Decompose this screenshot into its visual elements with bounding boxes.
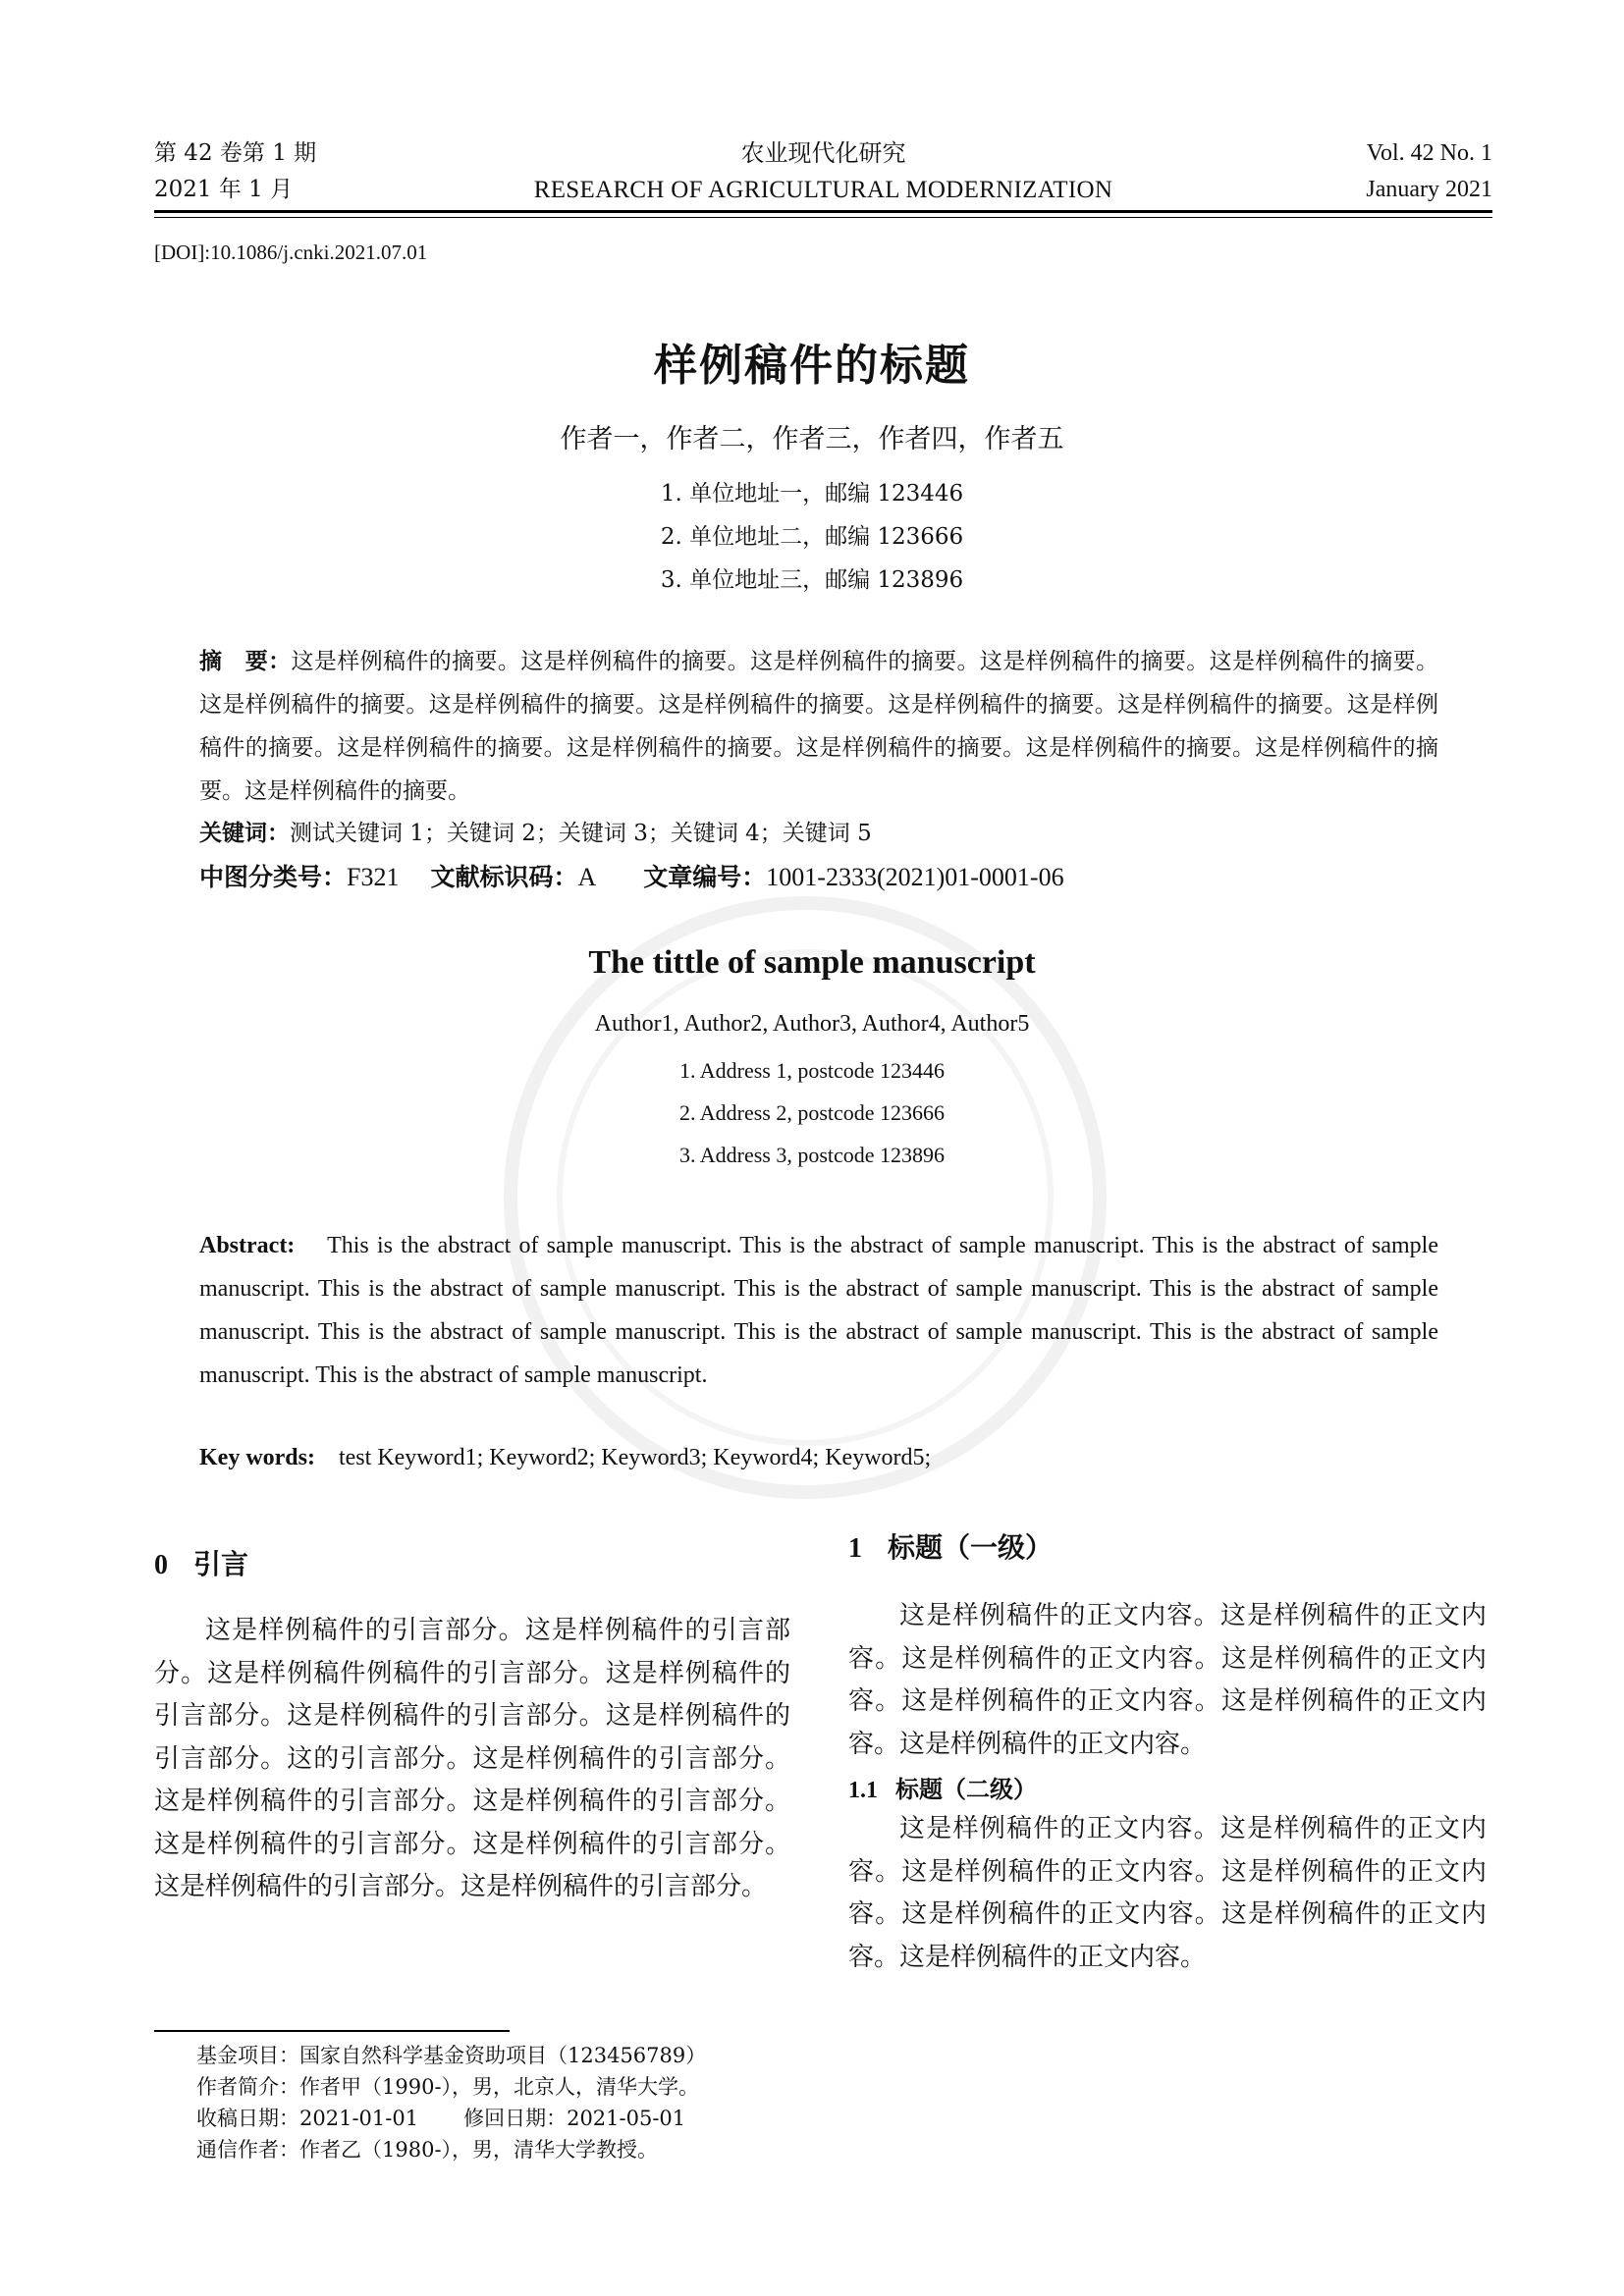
issue-info-en — [1366, 135, 1492, 208]
section-title: 标题（一级） — [888, 1531, 1054, 1564]
abstract-en-label: Abstract: — [199, 1233, 296, 1258]
keywords-zh-label: 关键词： — [199, 821, 290, 846]
abstract-zh-label: 摘 要： — [199, 649, 292, 674]
running-header — [154, 135, 1492, 208]
doi: [DOI]:10.1086/j.cnki.2021.07.01 — [154, 240, 428, 264]
section-heading-1-1 — [848, 1770, 1487, 1804]
section-1-1-paragraph: 这是样例稿件的正文内容。这是样例稿件的正文内容。这是样例稿件的正文内容。这是样例稿件的正文内容。这是样例稿件的正文内容。这是样例稿件的正文内容。这是样例稿件的正文内容。 — [848, 1814, 1487, 1972]
intro-paragraph: 这是样例稿件的引言部分。这是样例稿件的引言部分。这是样例稿件例稿件的引言部分。这是样例稿件的引言部分。这是样例稿件的引言部分。这是样例稿件的引言部分。这的引言部分。这是样例稿件的引言部分。这是样例稿件的引言部分。这是样例稿件的引言部分。这是样例稿件的引言部分。这是样例稿件的引言部分。这是样例稿件的引言部分。这是样例稿件的引言部分。 — [154, 1616, 790, 1901]
dates-line — [196, 2103, 1080, 2134]
keywords-zh-text: 测试关键词 1；关键词 2；关键词 3；关键词 4；关键词 5 — [290, 821, 872, 846]
journal-name-en: RESEARCH OF AGRICULTURAL MODERNIZATION — [533, 177, 1113, 203]
address-en-2: 2. Address 2, postcode 123666 — [678, 1100, 946, 1125]
doc-code-value: A — [577, 863, 597, 891]
section-title: 引言 — [193, 1548, 249, 1580]
section-number: 0 — [154, 1550, 168, 1580]
address-en-3: 3. Address 3, postcode 123896 — [678, 1143, 946, 1167]
classification-line — [199, 856, 1438, 899]
section-1 — [848, 1526, 1487, 1979]
footnote-rule — [154, 2030, 510, 2032]
address-zh-2: 2. 单位地址二，邮编 123666 — [660, 524, 964, 550]
volume-issue: 第 42 卷第 1 期 — [154, 140, 317, 166]
volume-issue-en: Vol. 42 No. 1 — [1366, 140, 1492, 166]
keywords-en — [199, 1436, 1438, 1479]
address-zh-1: 1. 单位地址一，邮编 123446 — [660, 481, 964, 507]
header-rule-thin — [154, 217, 1492, 218]
journal-name-zh: 农业现代化研究 — [740, 139, 906, 167]
clc-value: F321 — [347, 863, 400, 891]
section-heading-intro — [154, 1543, 790, 1582]
subsection-title: 标题（二级） — [895, 1776, 1037, 1803]
keywords-en-label: Key words: — [199, 1445, 315, 1470]
abstract-en — [199, 1224, 1438, 1397]
abstract-zh — [199, 640, 1438, 813]
authors-zh: 作者一，作者二，作者三，作者四，作者五 — [560, 424, 1064, 454]
issue-date-en: January 2021 — [1366, 177, 1492, 202]
section-1-paragraph: 这是样例稿件的正文内容。这是样例稿件的正文内容。这是样例稿件的正文内容。这是样例稿件的正文内容。这是样例稿件的正文内容。这是样例稿件的正文内容。这是样例稿件的正文内容。 — [848, 1601, 1487, 1759]
doc-code-label: 文献标识码： — [430, 863, 578, 891]
keywords-en-text: test Keyword1; Keyword2; Keyword3; Keyword4; Keyword5; — [338, 1445, 932, 1470]
fund-info: 基金项目：国家自然科学基金资助项目（123456789） — [196, 2044, 707, 2067]
revised-date: 修回日期：2021-05-01 — [463, 2107, 686, 2130]
article-no-label: 文章编号： — [643, 863, 767, 891]
received-date: 收稿日期：2021-01-01 — [196, 2107, 419, 2130]
address-zh-3: 3. 单位地址三，邮编 123896 — [660, 567, 964, 593]
section-introduction — [154, 1543, 790, 1909]
footnote — [196, 2040, 1080, 2165]
abstract-zh-text: 这是样例稿件的摘要。这是样例稿件的摘要。这是样例稿件的摘要。这是样例稿件的摘要。这是样例稿件的摘要。这是样例稿件的摘要。这是样例稿件的摘要。这是样例稿件的摘要。这是样例稿件的摘要。这是样例稿件的摘要。这是样例稿件的摘要。这是样例稿件的摘要。这是样例稿件的摘要。这是样例稿件的摘要。这是样例稿件的摘要。这是样例稿件的摘要。这是样例稿件的摘要。 — [199, 649, 1439, 804]
issue-date: 2021 年 1 月 — [154, 177, 294, 202]
corresponding-author: 通信作者：作者乙（1980-），男，清华大学教授。 — [196, 2138, 659, 2162]
author-bio: 作者简介：作者甲（1990-），男，北京人，清华大学。 — [196, 2075, 700, 2099]
abstract-en-text: This is the abstract of sample manuscript. This is the abstract of sample manuscript. This is the abstract of sample manuscript. This is the abstract of sample manuscript. This is the abstract of sample manuscript. This is the abstract of sample manuscript. This is the abstract of sample manuscript. This is the abstract of sample manuscript. This is the abstract of sample manuscript. This is the abstract of sample manuscript. — [199, 1233, 1438, 1388]
section-number: 1 — [848, 1533, 862, 1564]
subsection-number: 1.1 — [848, 1778, 878, 1803]
header-rule-thick — [154, 210, 1492, 213]
keywords-zh — [199, 812, 1438, 855]
section-heading-1 — [848, 1526, 1487, 1566]
clc-label: 中图分类号： — [199, 863, 348, 891]
address-en-1: 1. Address 1, postcode 123446 — [678, 1058, 946, 1083]
authors-en: Author1, Author2, Author3, Author4, Author5 — [594, 1011, 1030, 1037]
title-zh: 样例稿件的标题 — [654, 341, 970, 391]
article-no-value: 1001-2333(2021)01-0001-06 — [766, 863, 1064, 891]
journal-name — [154, 135, 1492, 208]
title-en: The tittle of sample manuscript — [588, 944, 1036, 981]
